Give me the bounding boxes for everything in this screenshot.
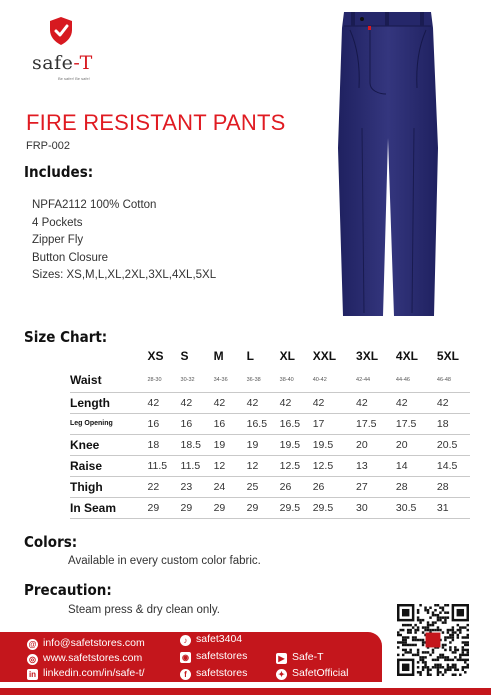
precaution-text: Steam press & dry clean only. bbox=[68, 604, 220, 616]
table-cell: 11.5 bbox=[147, 455, 180, 476]
table-cell: 19.5 bbox=[313, 434, 356, 455]
table-cell: 20 bbox=[396, 434, 437, 455]
table-cell: 17 bbox=[313, 413, 356, 434]
size-header: XS bbox=[147, 349, 164, 363]
table-cell: 18 bbox=[147, 434, 180, 455]
table-cell: 20 bbox=[356, 434, 396, 455]
twitter-link[interactable]: ✦ SafetOfficial bbox=[276, 666, 348, 680]
youtube-link[interactable]: ▶ Safe-T bbox=[276, 650, 324, 664]
table-row bbox=[70, 497, 470, 518]
row-label: Waist bbox=[70, 372, 102, 387]
table-cell: 42 bbox=[181, 392, 214, 413]
product-code: FRP-002 bbox=[26, 140, 71, 152]
row-label: Raise bbox=[70, 455, 147, 476]
brand-name: safe-T bbox=[32, 52, 93, 74]
table-cell: 16.5 bbox=[280, 413, 313, 434]
table-cell: 19 bbox=[247, 434, 280, 455]
table-cell: 17.5 bbox=[396, 413, 437, 434]
table-row-waist bbox=[70, 368, 470, 392]
size-header-row bbox=[70, 344, 470, 368]
table-cell: 29 bbox=[214, 497, 247, 518]
table-cell: 16 bbox=[181, 413, 214, 434]
waist-cell: 36-38 bbox=[246, 376, 261, 383]
table-cell: 42 bbox=[280, 392, 313, 413]
list-item: Zipper Fly bbox=[32, 234, 84, 246]
shield-check-icon bbox=[48, 16, 74, 46]
waist-cell: 40-42 bbox=[312, 376, 327, 383]
size-header: 4XL bbox=[395, 349, 418, 363]
table-cell: 42 bbox=[437, 392, 470, 413]
table-cell: 30.5 bbox=[396, 497, 437, 518]
table-cell: 42 bbox=[147, 392, 180, 413]
table-cell: 19 bbox=[214, 434, 247, 455]
colors-text: Available in every custom color fabric. bbox=[68, 555, 261, 567]
table-cell: 18.5 bbox=[181, 434, 214, 455]
table-cell: 27 bbox=[356, 476, 396, 497]
table-cell: 12.5 bbox=[313, 455, 356, 476]
tiktok-icon: ♪ bbox=[180, 635, 191, 646]
table-cell: 31 bbox=[437, 497, 470, 518]
table-row bbox=[70, 455, 470, 476]
waist-cell: 42-44 bbox=[356, 376, 371, 383]
table-cell: 28 bbox=[437, 476, 470, 497]
size-rows bbox=[70, 392, 470, 518]
table-cell: 12 bbox=[214, 455, 247, 476]
table-cell: 18 bbox=[437, 413, 470, 434]
qr-code[interactable] bbox=[397, 604, 469, 676]
size-header: 5XL bbox=[436, 349, 459, 363]
size-chart-heading: Size Chart: bbox=[24, 328, 108, 346]
table-cell: 26 bbox=[280, 476, 313, 497]
table-cell: 17.5 bbox=[356, 413, 396, 434]
waist-cell: 38-40 bbox=[279, 376, 294, 383]
table-row bbox=[70, 392, 470, 413]
table-cell: 42 bbox=[247, 392, 280, 413]
table-cell: 42 bbox=[356, 392, 396, 413]
table-cell: 14 bbox=[396, 455, 437, 476]
email-link[interactable]: @ info@safetstores.com bbox=[28, 637, 145, 649]
includes-list bbox=[32, 197, 216, 285]
size-header: M bbox=[213, 349, 224, 363]
table-cell: 13 bbox=[356, 455, 396, 476]
table-cell: 12.5 bbox=[280, 455, 313, 476]
size-header: L bbox=[246, 349, 254, 363]
website-link[interactable]: ◎ www.safetstores.com bbox=[29, 652, 143, 664]
table-cell: 28 bbox=[396, 476, 437, 497]
brand-tagline: Be safer! Be safe! bbox=[58, 76, 90, 81]
colors-heading: Colors: bbox=[24, 533, 78, 551]
table-cell: 42 bbox=[214, 392, 247, 413]
size-header: XL bbox=[279, 349, 296, 363]
includes-heading: Includes: bbox=[24, 163, 94, 181]
row-label: Knee bbox=[70, 434, 147, 455]
list-item: NPFA2112 100% Cotton bbox=[32, 199, 157, 211]
list-item: Sizes: XS,M,L,XL,2XL,3XL,4XL,5XL bbox=[32, 269, 217, 281]
globe-icon: ◎ bbox=[27, 654, 38, 665]
table-cell: 29 bbox=[147, 497, 180, 518]
table-cell: 14.5 bbox=[437, 455, 470, 476]
table-cell: 29 bbox=[181, 497, 214, 518]
mail-icon: @ bbox=[28, 640, 37, 649]
precaution-heading: Precaution: bbox=[24, 581, 112, 599]
facebook-icon: f bbox=[180, 669, 191, 680]
waist-cell: 44-46 bbox=[395, 376, 410, 383]
table-cell: 16.5 bbox=[247, 413, 280, 434]
table-cell: 11.5 bbox=[181, 455, 214, 476]
row-label: Leg Opening bbox=[70, 413, 147, 434]
row-label: In Seam bbox=[70, 497, 147, 518]
facebook-link[interactable]: f safetstores bbox=[180, 666, 247, 680]
table-cell: 25 bbox=[247, 476, 280, 497]
size-header: S bbox=[180, 349, 189, 363]
linkedin-icon: in bbox=[28, 670, 37, 679]
table-cell: 24 bbox=[214, 476, 247, 497]
row-label: Thigh bbox=[70, 476, 147, 497]
waist-cell: 34-36 bbox=[213, 376, 228, 383]
linkedin-link[interactable]: in linkedin.com/in/safe-t/ bbox=[28, 667, 145, 679]
table-cell: 19.5 bbox=[280, 434, 313, 455]
table-cell: 12 bbox=[247, 455, 280, 476]
table-cell: 29.5 bbox=[313, 497, 356, 518]
table-cell: 42 bbox=[313, 392, 356, 413]
brand-logo bbox=[18, 12, 108, 82]
contact-footer bbox=[0, 632, 382, 682]
table-cell: 30 bbox=[356, 497, 396, 518]
table-cell: 29.5 bbox=[280, 497, 313, 518]
waist-cell: 28-30 bbox=[147, 376, 162, 383]
table-cell: 16 bbox=[147, 413, 180, 434]
list-item: Button Closure bbox=[32, 251, 109, 264]
twitter-icon: ✦ bbox=[276, 669, 287, 680]
table-cell: 26 bbox=[313, 476, 356, 497]
instagram-link[interactable]: ◉ safetstores bbox=[182, 650, 248, 662]
header-blank bbox=[70, 344, 147, 368]
table-row bbox=[70, 413, 470, 434]
size-header: 3XL bbox=[356, 349, 379, 363]
table-row bbox=[70, 434, 470, 455]
table-cell: 20.5 bbox=[437, 434, 470, 455]
table-row bbox=[70, 476, 470, 497]
size-chart-table bbox=[70, 344, 470, 519]
bottom-bar bbox=[0, 688, 491, 695]
table-cell: 42 bbox=[396, 392, 437, 413]
tiktok-link[interactable]: ♪ safet3404 bbox=[180, 632, 242, 646]
navy-pants-image bbox=[330, 8, 445, 323]
waist-cell: 30-32 bbox=[180, 376, 195, 383]
table-cell: 16 bbox=[214, 413, 247, 434]
youtube-icon: ▶ bbox=[276, 653, 287, 664]
list-item: 4 Pockets bbox=[32, 216, 83, 229]
table-cell: 22 bbox=[147, 476, 180, 497]
table-cell: 23 bbox=[181, 476, 214, 497]
instagram-icon: ◉ bbox=[180, 652, 191, 663]
waist-cell: 46-48 bbox=[436, 376, 451, 383]
product-title: FIRE RESISTANT PANTS bbox=[26, 110, 286, 135]
row-label: Length bbox=[70, 392, 147, 413]
size-header: XXL bbox=[312, 349, 337, 363]
table-cell: 29 bbox=[247, 497, 280, 518]
